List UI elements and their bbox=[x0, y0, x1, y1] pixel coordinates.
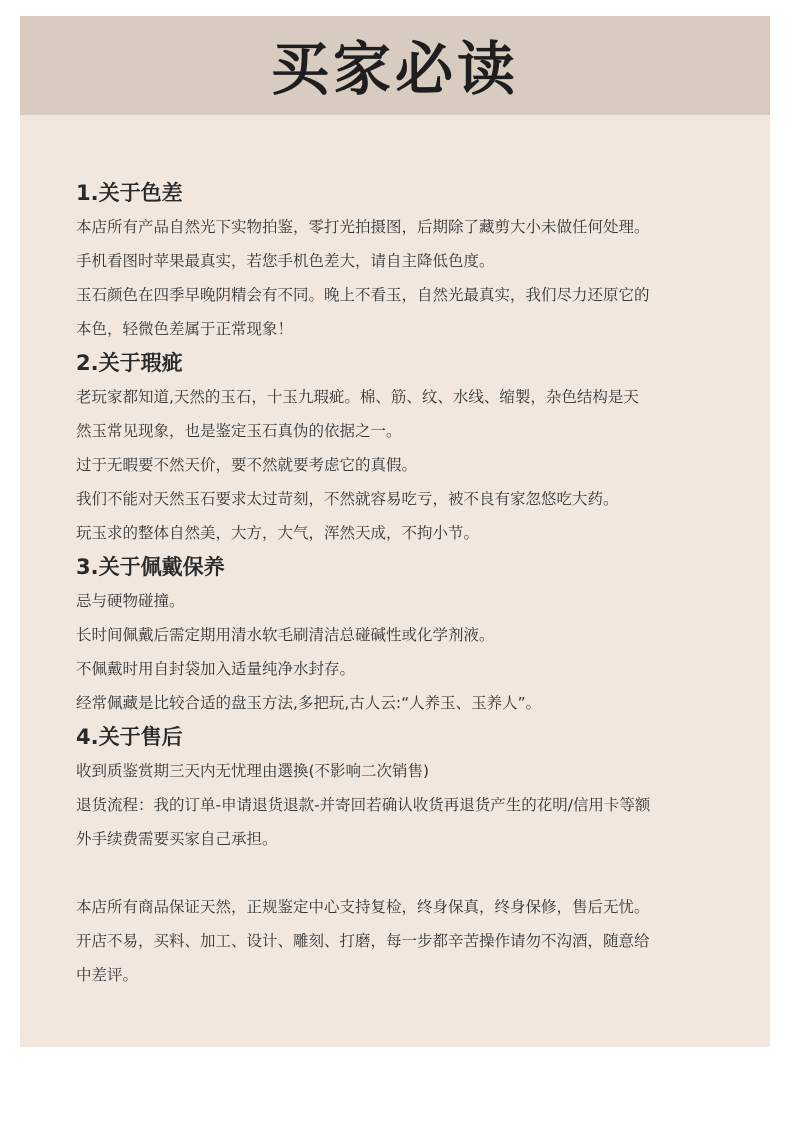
section-heading: 3.关于佩戴保养 bbox=[76, 555, 225, 579]
page-title: 买家必读 bbox=[270, 34, 519, 103]
closing-line: 中差评。 bbox=[76, 966, 139, 984]
section-line: 老玩家都知道,天然的玉石，十玉九瑕疵。棉、筋、纹、水线、缩製，杂色结构是天 bbox=[76, 388, 639, 406]
section-line: 玉石颜色在四季早晚阴精会有不同。晚上不看玉，自然光最真实，我们尽力还原它的 bbox=[76, 286, 650, 304]
notice-content bbox=[76, 176, 746, 992]
section-line: 过于无暇要不然天价，要不然就要考虑它的真假。 bbox=[76, 456, 418, 474]
section-line: 玩玉求的整体自然美，大方，大气，浑然天成，不拘小节。 bbox=[76, 524, 480, 542]
section-line: 经常佩藏是比较合适的盘玉方法,多把玩,古人云:“人养玉、玉养人”。 bbox=[76, 694, 542, 712]
section-care bbox=[76, 550, 746, 720]
section-line: 我们不能对天然玉石要求太过苛刻，不然就容易吃亏，被不良有家忽悠吃大药。 bbox=[76, 490, 619, 508]
section-heading: 2.关于瑕疵 bbox=[76, 351, 183, 375]
section-after-sales bbox=[76, 720, 746, 856]
section-line: 然玉常见现象，也是鉴定玉石真伪的依据之一。 bbox=[76, 422, 402, 440]
closing-statement bbox=[76, 890, 746, 992]
section-line: 本店所有产品自然光下实物拍鉴，零打光拍摄图，后期除了藏剪大小未做任何处理。 bbox=[76, 218, 650, 236]
section-line: 手机看图时苹果最真实，若您手机色差大，请自主降低色度。 bbox=[76, 252, 495, 270]
section-line: 退货流程：我的订单-申请退货退款-并寄回若确认收货再退货产生的花明/信用卡等额 bbox=[76, 796, 651, 814]
section-line: 不佩戴时用自封袋加入适量纯净水封存。 bbox=[76, 660, 356, 678]
notice-card bbox=[20, 16, 770, 1047]
closing-line: 本店所有商品保证天然，正规鉴定中心支持复检，终身保真，终身保修，售后无忧。 bbox=[76, 898, 650, 916]
section-heading: 4.关于售后 bbox=[76, 725, 183, 749]
section-flaws bbox=[76, 346, 746, 550]
section-color-difference bbox=[76, 176, 746, 346]
section-heading: 1.关于色差 bbox=[76, 181, 183, 205]
section-line: 本色，轻微色差属于正常现象！ bbox=[76, 320, 294, 338]
spacer bbox=[76, 856, 746, 890]
section-line: 忌与硬物碰撞。 bbox=[76, 592, 185, 610]
section-line: 长时间佩戴后需定期用清水软毛刷清洁总碰碱性或化学剂液。 bbox=[76, 626, 495, 644]
closing-line: 开店不易，买料、加工、设计、雕刻、打磨，每一步都辛苦操作请勿不沟酒，随意给 bbox=[76, 932, 650, 950]
section-line: 外手续费需要买家自己承担。 bbox=[76, 830, 278, 848]
title-banner bbox=[20, 16, 770, 115]
section-line: 收到质鉴赏期三天内无忧理由選換(不影响二次销售) bbox=[76, 762, 430, 780]
